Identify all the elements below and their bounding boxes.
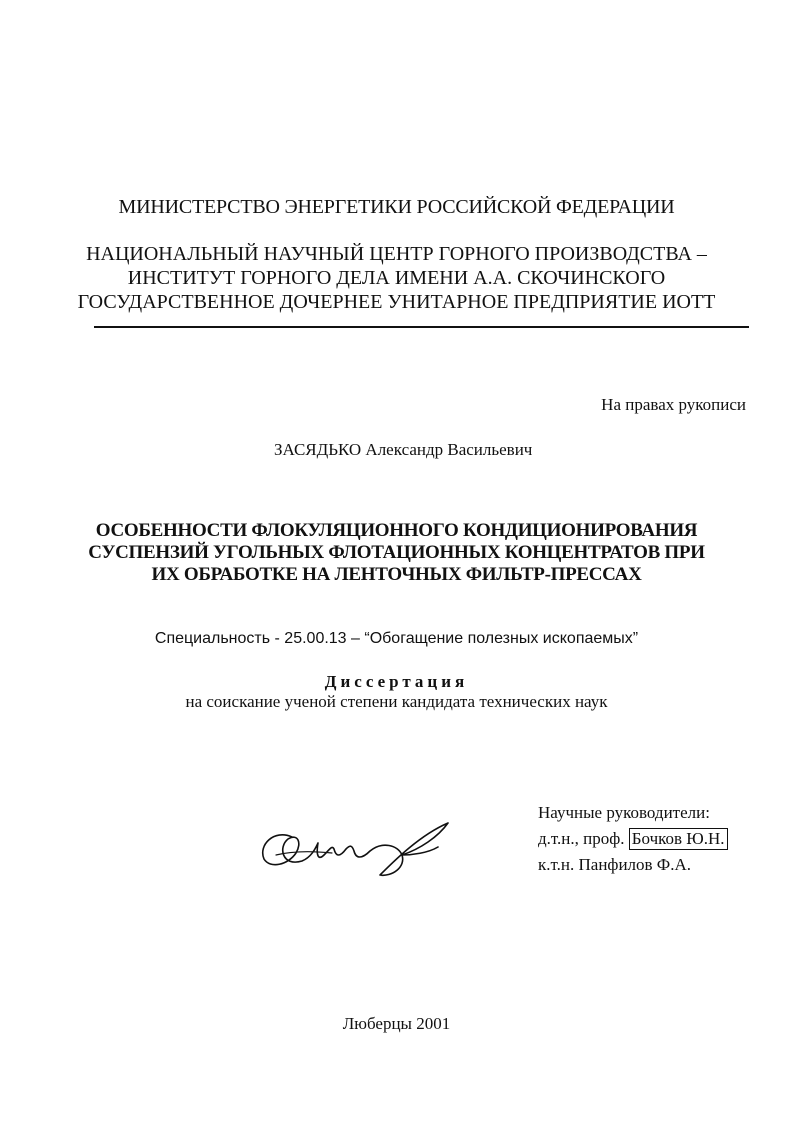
title-line-1: ОСОБЕННОСТИ ФЛОКУЛЯЦИОННОГО КОНДИЦИОНИРОВАНИЯ xyxy=(95,520,698,541)
city-year: Люберцы 2001 xyxy=(342,1014,451,1033)
specialty-line: Специальность - 25.00.13 – “Обогащение полезных ископаемых” xyxy=(154,630,639,647)
handwritten-signature xyxy=(252,815,462,885)
supervisors-heading: Научные руководители: xyxy=(538,803,710,822)
supervisors-block xyxy=(538,800,728,878)
title-line-2: СУСПЕНЗИЙ УГОЛЬНЫХ ФЛОТАЦИОННЫХ КОНЦЕНТРАТОВ ПРИ xyxy=(88,542,705,563)
title-line-3: ИХ ОБРАБОТКЕ НА ЛЕНТОЧНЫХ ФИЛЬТР-ПРЕССАХ xyxy=(151,564,642,585)
supervisor-second: к.т.н. Панфилов Ф.А. xyxy=(538,855,692,874)
dissertation-title xyxy=(0,520,793,586)
dissertation-label: Диссертация xyxy=(324,672,469,691)
ministry-heading: МИНИСТЕРСТВО ЭНЕРГЕТИКИ РОССИЙСКОЙ ФЕДЕРАЦИИ xyxy=(118,196,675,218)
supervisor-first-name: Бочков Ю.Н. xyxy=(629,828,728,850)
degree-line: на соискание ученой степени кандидата технических наук xyxy=(185,692,608,711)
organization-line-3: ГОСУДАРСТВЕННОЕ ДОЧЕРНЕЕ УНИТАРНОЕ ПРЕДПРИЯТИЕ ИОТТ xyxy=(77,291,716,313)
manuscript-status: На правах рукописи xyxy=(601,395,746,414)
supervisor-first-prefix: д.т.н., проф. xyxy=(538,829,625,848)
organization-line-1: НАЦИОНАЛЬНЫЙ НАУЧНЫЙ ЦЕНТР ГОРНОГО ПРОИЗВОДСТВА – xyxy=(86,243,707,265)
organization-block xyxy=(0,242,793,314)
author-name: ЗАСЯДЬКО Александр Васильевич xyxy=(274,440,533,459)
header-divider xyxy=(94,326,749,328)
supervisor-first xyxy=(538,826,728,852)
organization-line-2: ИНСТИТУТ ГОРНОГО ДЕЛА ИМЕНИ А.А. СКОЧИНСКОГО xyxy=(127,267,666,289)
